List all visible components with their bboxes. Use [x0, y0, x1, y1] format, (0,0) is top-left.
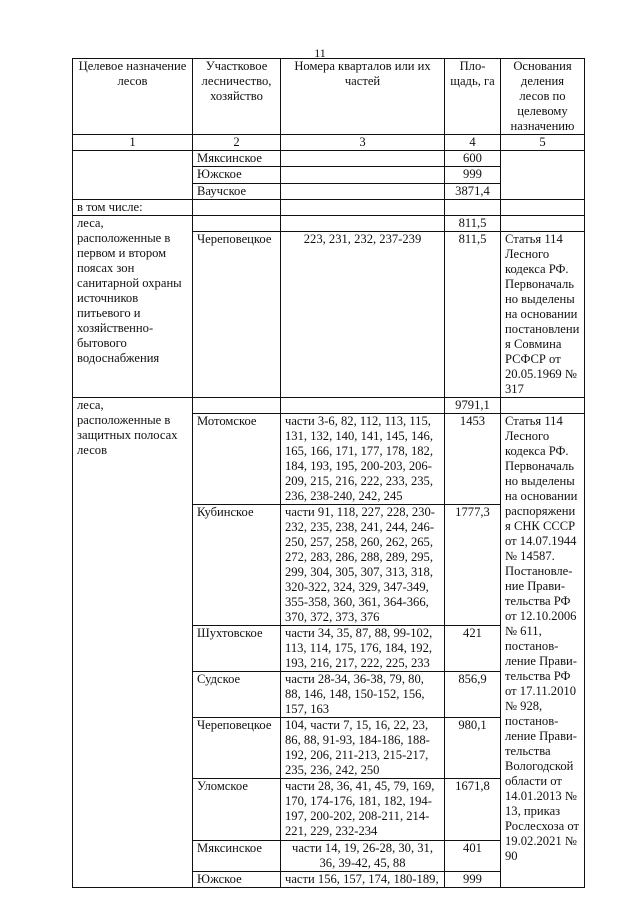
empty-cell — [281, 151, 445, 167]
forestry-cell: Кубинское — [193, 505, 281, 626]
quarters-cell: части 3-6, 82, 112, 113, 115, 131, 132, 140, 141, 145, 146, 165, 166, 171, 177, 178, 182, 184, 193, 195, 200-203, 206-209, 215, 216, 222, 233, 235, 236, 238-240, 242, 245 — [281, 414, 445, 505]
forestry-cell: Южское — [193, 872, 281, 888]
empty-cell — [281, 184, 445, 200]
area-total-cell: 811,5 — [445, 216, 501, 232]
area-total-cell: 9791,1 — [445, 398, 501, 414]
forestry-cell: Мяксинское — [193, 841, 281, 872]
area-cell: 1777,3 — [445, 505, 501, 626]
forestry-cell: Шухтовское — [193, 626, 281, 672]
area-cell: 1453 — [445, 414, 501, 505]
area-cell: 856,9 — [445, 672, 501, 718]
empty-cell — [193, 216, 281, 232]
forestry-cell: Мяксинское — [193, 151, 281, 167]
header-forestry: Участковое лесничество, хозяйство — [193, 59, 281, 135]
quarters-cell: части 28, 36, 41, 45, 79, 169, 170, 174-176, 181, 182, 194-197, 200-202, 208-211, 214-221, 229, 232-234 — [281, 779, 445, 841]
area-cell: 811,5 — [445, 232, 501, 398]
area-cell: 1671,8 — [445, 779, 501, 841]
table-row — [73, 200, 585, 216]
forestry-cell: Ваучское — [193, 184, 281, 200]
purpose-cell: леса, расположенные в первом и втором поясах зон санитарной охраны источников питьевого и хозяйственно-бытового водоснабжения — [73, 216, 193, 398]
quarters-cell: 223, 231, 232, 237-239 — [281, 232, 445, 398]
area-cell: 3871,4 — [445, 184, 501, 200]
page-number: 11 — [314, 46, 326, 60]
column-number: 2 — [193, 135, 281, 151]
area-cell: 401 — [445, 841, 501, 872]
empty-cell — [501, 200, 585, 216]
empty-cell — [445, 200, 501, 216]
header-area: Пло- щадь, га — [445, 59, 501, 135]
empty-cell — [501, 216, 585, 232]
including-label: в том числе: — [73, 200, 193, 216]
column-number: 5 — [501, 135, 585, 151]
quarters-cell: части 91, 118, 227, 228, 230-232, 235, 238, 241, 244, 246-250, 257, 258, 260, 262, 265, 272, 283, 286, 288, 289, 295, 299, 304, 305, 307, 313, 318, 320-322, 324, 329, 347-349, 355-358, 360, 361, 364-366, 370, 372, 373, 376 — [281, 505, 445, 626]
table-row — [73, 398, 585, 414]
column-number: 3 — [281, 135, 445, 151]
forestry-cell: Череповецкое — [193, 232, 281, 398]
purpose-cell: леса, расположенные в защитных полосах лесов — [73, 398, 193, 888]
quarters-cell: части 28-34, 36-38, 79, 80, 88, 146, 148, 150-152, 156, 157, 163 — [281, 672, 445, 718]
forest-purpose-table — [72, 58, 585, 888]
column-number: 1 — [73, 135, 193, 151]
empty-cell — [281, 398, 445, 414]
area-cell: 980,1 — [445, 718, 501, 779]
table-header-row — [73, 59, 585, 135]
quarters-cell: части 156, 157, 174, 180-189, — [281, 872, 445, 888]
area-cell: 421 — [445, 626, 501, 672]
forestry-cell: Череповецкое — [193, 718, 281, 779]
empty-cell — [501, 398, 585, 414]
forestry-cell: Судское — [193, 672, 281, 718]
forestry-cell: Мотомское — [193, 414, 281, 505]
area-cell: 999 — [445, 167, 501, 184]
basis-cell: Статья 114 Лесного кодекса РФ. Первоначально выделены на основании постановления Совмина РСФСР от 20.05.1969 № 317 — [501, 232, 585, 398]
header-purpose: Целевое назначение лесов — [73, 59, 193, 135]
table-row — [73, 216, 585, 232]
forestry-cell: Уломское — [193, 779, 281, 841]
empty-cell — [501, 151, 585, 200]
column-number: 4 — [445, 135, 501, 151]
empty-cell — [193, 200, 281, 216]
empty-cell — [281, 216, 445, 232]
basis-cell: Статья 114 Лесного кодекса РФ. Первоначально выделены на основании распоряжения СНК СССР от 14.07.1944 № 14587. Постановле- ние Прави- тельства РФ от 12.10.2006 № 611, постанов- ление Прави- тельства РФ от 17.11.2010 № 928, постанов- ление Прави- тельства Вологодской области от 14.01.2013 № 13, приказ Рослесхоза от 19.02.2021 № 90 — [501, 414, 585, 888]
table-row — [73, 151, 585, 167]
empty-cell — [193, 398, 281, 414]
forestry-cell: Южское — [193, 167, 281, 184]
empty-cell — [281, 167, 445, 184]
empty-cell — [73, 151, 193, 200]
header-basis: Основания деления лесов по целевому назначению — [501, 59, 585, 135]
quarters-cell: 104, части 7, 15, 16, 22, 23, 86, 88, 91-93, 184-186, 188-192, 206, 211-213, 215-217, 235, 236, 242, 250 — [281, 718, 445, 779]
area-cell: 999 — [445, 872, 501, 888]
header-quarters: Номера кварталов или их частей — [281, 59, 445, 135]
quarters-cell: части 14, 19, 26-28, 30, 31, 36, 39-42, 45, 88 — [281, 841, 445, 872]
column-number-row — [73, 135, 585, 151]
empty-cell — [281, 200, 445, 216]
area-cell: 600 — [445, 151, 501, 167]
quarters-cell: части 34, 35, 87, 88, 99-102, 113, 114, 175, 176, 184, 192, 193, 216, 217, 222, 225, 233 — [281, 626, 445, 672]
